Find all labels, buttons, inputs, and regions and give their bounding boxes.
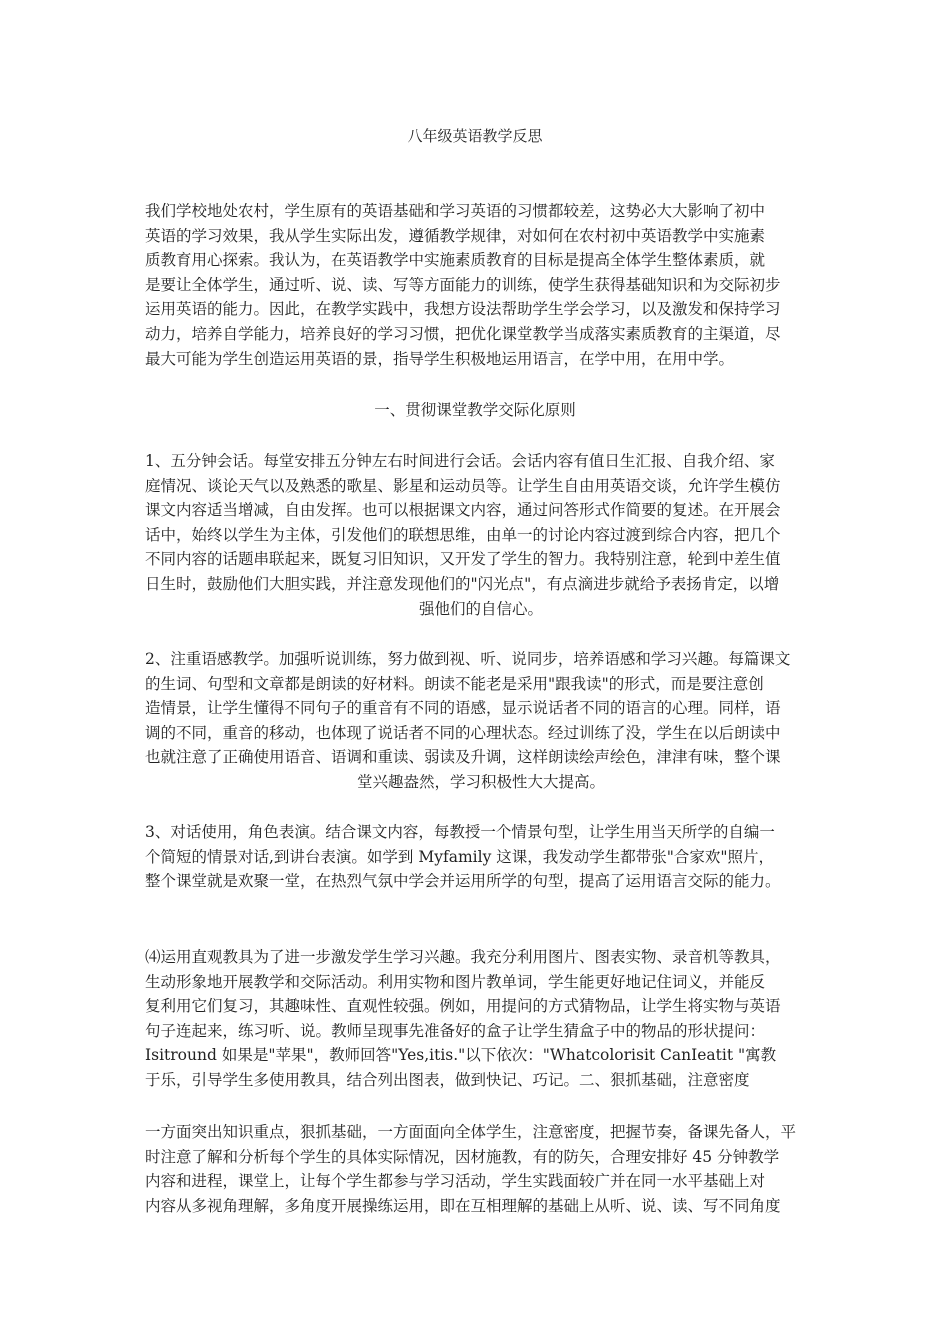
intro-line: 最大可能为学生创造运用英语的景，指导学生积极地运用语言，在学中用，在用中学。 <box>145 349 735 368</box>
document-title: 八年级英语教学反思 <box>407 127 543 145</box>
paragraph-line: 句子连起来，练习听、说。教师呈现事先准备好的盒子让学生猜盒子中的物品的形状提问： <box>145 1021 766 1040</box>
paragraph-line: Isitround 如果是"苹果"，教师回答"Yes,itis."以下依次："Whatcolorisit CanIeatit "寓教 <box>145 1046 777 1065</box>
paragraph-line: 复利用它们复习，其趣味性、直观性较强。例如，用提问的方式猜物品，让学生将实物与英语 <box>145 997 781 1016</box>
paragraph-last-line: 堂兴趣盎然，学习积极性大大提高。 <box>356 772 605 791</box>
paragraph-line: 日生时，鼓励他们大胆实践，并注意发现他们的"闪光点"，有点滴进步就给予表扬肯定，以增 <box>145 574 780 593</box>
paragraph-line: 于乐，引导学生多使用教具，结合列出图表，做到快记、巧记。二、狠抓基础，注意密度 <box>145 1070 750 1089</box>
paragraph-visual-aids <box>145 945 817 1093</box>
intro-line: 英语的学习效果，我从学生实际出发，遵循教学规律，对如何在农村初中英语教学中实施素 <box>145 226 766 245</box>
intro-line: 动力，培养自学能力，培养良好的学习习惯，把优化课堂教学当成落实素质教育的主渠道，尽 <box>145 324 781 343</box>
paragraph-language-sense <box>145 647 817 795</box>
paragraph-line: 庭情况、谈论天气以及熟悉的歌星、影星和运动员等。让学生自由用英语交谈，允许学生模仿 <box>145 476 781 495</box>
paragraph-line: 时注意了解和分析每个学生的具体实际情况，因材施教，有的防矢，合理安排好 45 分钟教学 <box>145 1147 780 1166</box>
paragraph-line: 也就注意了正确使用语音、语调和重读、弱读及升调，这样朗读绘声绘色，津津有味，整个课 <box>145 748 781 767</box>
paragraph-line: 不同内容的话题串联起来，既复习旧知识，又开发了学生的智力。我特别注意，轮到中差生值 <box>145 550 781 569</box>
paragraph-basics <box>145 1120 817 1218</box>
intro-line: 质教育用心探索。我认为，在英语教学中实施素质教育的目标是提高全体学生整体素质，就 <box>145 251 766 270</box>
paragraph-line: 2、注重语感教学。加强听说训练，努力做到视、听、说同步，培养语感和学习兴趣。每篇课文 <box>145 650 791 668</box>
intro-line: 是要让全体学生，通过听、说、读、写等方面能力的训练，使学生获得基础知识和为交际初步 <box>145 275 781 294</box>
paragraph-last-line: 强他们的自信心。 <box>418 599 543 618</box>
intro-line: 我们学校地处农村，学生原有的英语基础和学习英语的习惯都较差，这势必大大影响了初中 <box>145 202 766 220</box>
paragraph-line: 内容从多视角理解，多角度开展操练运用，即在互相理解的基础上从听、说、读、写不同角度 <box>145 1196 781 1215</box>
paragraph-line: 话中，始终以学生为主体，引发他们的联想思维，由单一的讨论内容过渡到综合内容，把几个 <box>145 525 781 544</box>
paragraph-line: 整个课堂就是欢聚一堂，在热烈气氛中学会并运用所学的句型，提高了运用语言交际的能力。 <box>145 872 781 891</box>
paragraph-line: 内容和进程，课堂上，让每个学生都参与学习活动，学生实践面较广并在同一水平基础上对 <box>145 1172 766 1191</box>
intro-line: 运用英语的能力。因此，在教学实践中，我想方设法帮助学生学会学习，以及激发和保持学习 <box>145 300 781 319</box>
paragraph-line: ⑷运用直观教具为了进一步激发学生学习兴趣。我充分利用图片、图表实物、录音机等教具， <box>145 948 781 966</box>
intro-paragraph <box>145 199 817 371</box>
paragraph-line: 的生词、句型和文章都是朗读的好材料。朗读不能老是采用"跟我读"的形式，而是要注意创 <box>145 674 764 693</box>
section-heading: 一、贯彻课堂教学交际化原则 <box>374 401 576 419</box>
paragraph-line: 调的不同，重音的移动，也体现了说话者不同的心理状态。经过训练了没，学生在以后朗读中 <box>145 723 781 742</box>
paragraph-line: 造情景，让学生懂得不同句子的重音有不同的语感，显示说话者不同的语言的心理。同样，语 <box>145 699 781 718</box>
paragraph-line: 个简短的情景对话,到讲台表演。如学到 Myfamily 这课，我发动学生都带张"合家欢"照片， <box>145 847 775 866</box>
paragraph-line: 3、对话使用，角色表演。结合课文内容，每教授一个情景句型，让学生用当天所学的自编一 <box>145 823 775 841</box>
paragraph-line: 1、五分钟会话。每堂安排五分钟左右时间进行会话。会话内容有值日生汇报、自我介绍、家 <box>145 452 775 470</box>
paragraph-line: 一方面突出知识重点，狠抓基础，一方面面向全体学生，注意密度，把握节奏，备课先备人，平 <box>145 1123 797 1141</box>
paragraph-role-play <box>145 820 817 894</box>
paragraph-line: 课文内容适当增减，自由发挥。也可以根据课文内容，通过问答形式作简要的复述。在开展会 <box>145 501 781 520</box>
paragraph-five-minute-dialogue <box>145 449 817 621</box>
paragraph-line: 生动形象地开展教学和交际活动。利用实物和图片教单词，学生能更好地记住词义，并能反 <box>145 972 766 991</box>
